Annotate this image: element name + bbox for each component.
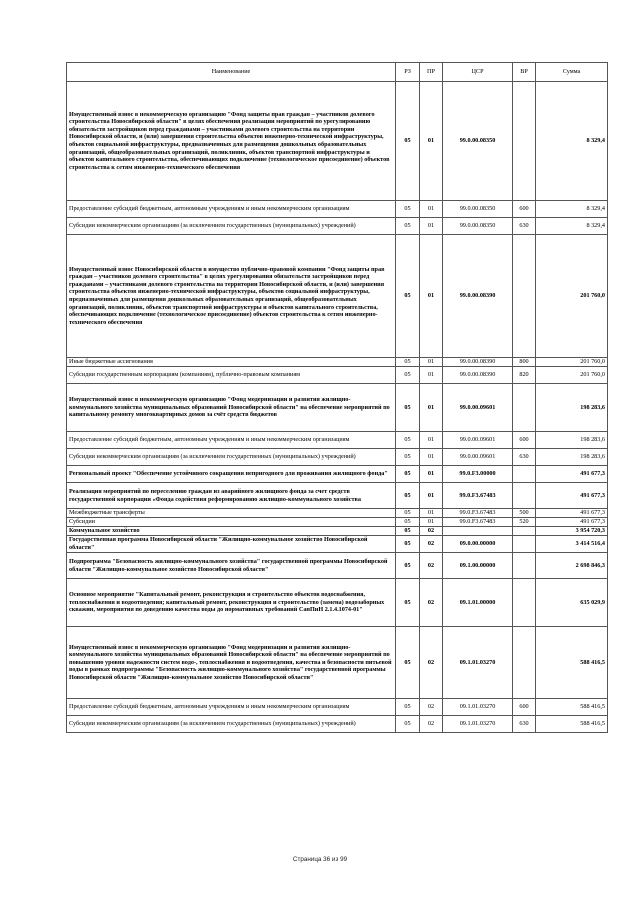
row-vr-cell (513, 627, 536, 699)
table-row (67, 358, 608, 367)
row-pr-cell: 01 (420, 358, 443, 367)
row-csr-cell: 99.0.00.08390 (443, 358, 513, 367)
row-vr-cell (513, 527, 536, 536)
row-sum-cell: 198 283,6 (536, 384, 608, 432)
row-rz-cell: 05 (396, 384, 420, 432)
row-csr-cell: 99.0.F3.67483 (443, 509, 513, 518)
row-csr-cell (443, 527, 513, 536)
row-sum-cell: 3 954 720,3 (536, 527, 608, 536)
row-sum-cell: 8 329,4 (536, 201, 608, 218)
row-csr-cell: 99.0.00.08350 (443, 218, 513, 235)
row-sum-cell: 201 760,0 (536, 367, 608, 384)
row-name-cell: Подпрограмма "Безопасность жилищно-коммунального хозяйства" государственной программы Новосибирской области "Жилищно-коммунальное хозяйство Новосибирской области" (67, 553, 396, 579)
row-vr-cell: 820 (513, 367, 536, 384)
row-name-cell: Субсидии некоммерческим организациям (за исключением государственных (муниципальных) учреждений) (67, 218, 396, 235)
header-vr: ВР (513, 63, 536, 82)
row-vr-cell: 800 (513, 358, 536, 367)
row-vr-cell: 600 (513, 699, 536, 716)
row-sum-cell: 201 760,0 (536, 235, 608, 358)
row-csr-cell: 99.0.F3.67483 (443, 518, 513, 527)
table-row (67, 518, 608, 527)
row-rz-cell: 05 (396, 367, 420, 384)
row-pr-cell: 01 (420, 466, 443, 483)
table-row (67, 218, 608, 235)
row-sum-cell: 198 283,6 (536, 432, 608, 449)
row-csr-cell: 09.0.00.00000 (443, 536, 513, 553)
table-row (67, 627, 608, 699)
row-rz-cell: 05 (396, 358, 420, 367)
row-rz-cell: 05 (396, 509, 420, 518)
row-sum-cell: 3 414 516,4 (536, 536, 608, 553)
row-vr-cell: 600 (513, 432, 536, 449)
row-csr-cell: 09.1.00.00000 (443, 553, 513, 579)
row-name-cell: Субсидии (67, 518, 396, 527)
row-name-cell: Региональный проект "Обеспечение устойчивого сокращения непригодного для проживания жилищного фонда" (67, 466, 396, 483)
row-rz-cell: 05 (396, 432, 420, 449)
row-rz-cell: 05 (396, 201, 420, 218)
row-pr-cell: 02 (420, 527, 443, 536)
row-sum-cell: 491 677,3 (536, 483, 608, 509)
row-pr-cell: 02 (420, 716, 443, 733)
table-row (67, 466, 608, 483)
row-vr-cell (513, 536, 536, 553)
table-row (67, 509, 608, 518)
row-csr-cell: 99.0.F3.67483 (443, 483, 513, 509)
row-rz-cell: 05 (396, 483, 420, 509)
row-csr-cell: 99.0.00.08390 (443, 367, 513, 384)
table-row (67, 699, 608, 716)
row-name-cell: Иные бюджетные ассигнования (67, 358, 396, 367)
row-rz-cell: 05 (396, 235, 420, 358)
row-rz-cell: 05 (396, 699, 420, 716)
header-sum: Сумма (536, 63, 608, 82)
table-row (67, 384, 608, 432)
row-sum-cell: 491 677,3 (536, 518, 608, 527)
table-body (67, 82, 608, 733)
row-sum-cell: 491 677,3 (536, 466, 608, 483)
row-csr-cell: 09.1.01.03270 (443, 699, 513, 716)
row-rz-cell: 05 (396, 627, 420, 699)
row-csr-cell: 99.0.00.09601 (443, 384, 513, 432)
row-rz-cell: 05 (396, 218, 420, 235)
row-pr-cell: 02 (420, 699, 443, 716)
row-csr-cell: 99.0.00.08390 (443, 235, 513, 358)
table-row (67, 367, 608, 384)
header-csr: ЦСР (443, 63, 513, 82)
row-vr-cell: 520 (513, 518, 536, 527)
row-rz-cell: 05 (396, 553, 420, 579)
row-pr-cell: 01 (420, 518, 443, 527)
row-name-cell: Коммунальное хозяйство (67, 527, 396, 536)
row-pr-cell: 01 (420, 82, 443, 201)
header-name: Наименование (67, 63, 396, 82)
row-name-cell: Реализация мероприятий по переселению граждан из аварийного жилищного фонда за счет средств государственной корпорации «Фонда содействия реформированию жилищно-коммунального хозяйства (67, 483, 396, 509)
row-pr-cell: 01 (420, 449, 443, 466)
table-row (67, 716, 608, 733)
row-vr-cell: 500 (513, 509, 536, 518)
row-rz-cell: 05 (396, 82, 420, 201)
table-row (67, 536, 608, 553)
row-pr-cell: 02 (420, 627, 443, 699)
row-csr-cell: 09.1.01.00000 (443, 579, 513, 627)
table-row (67, 449, 608, 466)
row-sum-cell: 2 698 846,3 (536, 553, 608, 579)
row-sum-cell: 8 329,4 (536, 82, 608, 201)
row-csr-cell: 99.0.00.09601 (443, 449, 513, 466)
row-pr-cell: 01 (420, 509, 443, 518)
row-csr-cell: 99.0.00.09601 (443, 432, 513, 449)
row-pr-cell: 01 (420, 432, 443, 449)
row-csr-cell: 99.0.00.08350 (443, 201, 513, 218)
table-header-row (67, 63, 608, 82)
row-csr-cell: 09.1.01.03270 (443, 627, 513, 699)
row-name-cell: Субсидии государственным корпорациям (компаниям), публично-правовым компаниям (67, 367, 396, 384)
page-number: Страница 36 из 99 (292, 856, 348, 863)
budget-table-page (66, 62, 607, 733)
row-sum-cell: 635 029,9 (536, 579, 608, 627)
table-row (67, 483, 608, 509)
row-name-cell: Имущественный взнос в некоммерческую организацию "Фонд защиты прав граждан – участников долевого строительства Новосибирской области" в целях обеспечения реализации мероприятий по урегулированию обязательств застройщиков перед гражданами – участниками долевого строительства на территории Новосибирской области, и (или) завершения строительства объектов инженерно-технической инфраструктуры, объектов социальной инфраструктуры, предназначенных для размещения дошкольных образовательных организаций, общеобразовательных организаций, поликлиник, объектов транспортной инфраструктуры и объектов капитального строительства, обеспечивающих подключение (технологическое присоединение) объектов строительства к сетям инженерно-технического обеспечения (67, 82, 396, 201)
row-name-cell: Имущественный взнос в некоммерческую организацию "Фонд модернизации и развития жилищно-коммунального хозяйства муниципальных образований Новосибирской области" на обеспечение мероприятий по повышению уровня надежности систем водо-, теплоснабжения и водоотведения, качества и безопасности питьевой воды в рамках подпрограммы "Безопасность жилищно-коммунального хозяйства" государственной программы Новосибирской области "Жилищно-коммунальное хозяйство Новосибирской области" (67, 627, 396, 699)
row-sum-cell: 588 416,5 (536, 627, 608, 699)
row-name-cell: Основное мероприятие "Капитальный ремонт, реконструкция и строительство объектов водоснабжения, теплоснабжения и водоотведения; капитальный ремонт, реконструкция и строительство (замена) водозаборных скважин, мероприятия по доведению качества воды до нормативных требований СанПиН 2.1.4.1074-01" (67, 579, 396, 627)
table-row (67, 579, 608, 627)
row-csr-cell: 99.0.00.08350 (443, 82, 513, 201)
row-sum-cell: 201 760,0 (536, 358, 608, 367)
row-vr-cell (513, 579, 536, 627)
row-rz-cell: 05 (396, 716, 420, 733)
row-pr-cell: 01 (420, 218, 443, 235)
budget-table (66, 62, 608, 733)
row-csr-cell: 99.0.F3.00000 (443, 466, 513, 483)
row-csr-cell: 09.1.01.03270 (443, 716, 513, 733)
row-rz-cell: 05 (396, 527, 420, 536)
row-rz-cell: 05 (396, 579, 420, 627)
row-vr-cell (513, 82, 536, 201)
table-row (67, 527, 608, 536)
row-pr-cell: 01 (420, 384, 443, 432)
row-rz-cell: 05 (396, 449, 420, 466)
row-pr-cell: 02 (420, 536, 443, 553)
table-row (67, 553, 608, 579)
row-vr-cell (513, 235, 536, 358)
row-name-cell: Имущественный взнос в некоммерческую организацию "Фонд модернизации и развития жилищно-коммунального хозяйства муниципальных образований Новосибирской области" на обеспечение мероприятий по капитальному ремонту многоквартирных домов за счёт средств бюджетов (67, 384, 396, 432)
row-vr-cell (513, 466, 536, 483)
table-row (67, 82, 608, 201)
row-rz-cell: 05 (396, 518, 420, 527)
table-row (67, 201, 608, 218)
row-rz-cell: 05 (396, 466, 420, 483)
row-pr-cell: 01 (420, 201, 443, 218)
row-vr-cell: 630 (513, 218, 536, 235)
row-pr-cell: 02 (420, 553, 443, 579)
row-vr-cell (513, 553, 536, 579)
row-vr-cell: 600 (513, 201, 536, 218)
row-pr-cell: 01 (420, 483, 443, 509)
row-name-cell: Государственная программа Новосибирской области "Жилищно-коммунальное хозяйство Новосибирской области" (67, 536, 396, 553)
table-row (67, 432, 608, 449)
row-name-cell: Субсидии некоммерческим организациям (за исключением государственных (муниципальных) учреждений) (67, 716, 396, 733)
row-name-cell: Субсидии некоммерческим организациям (за исключением государственных (муниципальных) учреждений) (67, 449, 396, 466)
row-sum-cell: 588 416,5 (536, 716, 608, 733)
row-sum-cell: 8 329,4 (536, 218, 608, 235)
row-pr-cell: 01 (420, 367, 443, 384)
table-row (67, 235, 608, 358)
row-vr-cell: 630 (513, 716, 536, 733)
row-name-cell: Имущественный взнос Новосибирской области в имущество публично-правовой компании "Фонд защиты прав граждан – участников долевого строительства" в целях урегулирования обязательств застройщиков перед гражданами – участниками долевого строительства на территории Новосибирской области, и (или) завершения строительства объектов инженерно-технической инфраструктуры, объектов социальной инфраструктуры, предназначенных для размещения дошкольных образовательных организаций, общеобразовательных организаций, поликлиник, объектов транспортной инфраструктуры и объектов капитального строительства, обеспечивающих подключение (технологическое присоединение) объектов строительства к сетям инженерно-технического обеспечения (67, 235, 396, 358)
header-pr: ПР (420, 63, 443, 82)
row-vr-cell (513, 483, 536, 509)
row-sum-cell: 491 677,3 (536, 509, 608, 518)
row-vr-cell (513, 384, 536, 432)
row-sum-cell: 588 416,5 (536, 699, 608, 716)
header-rz: РЗ (396, 63, 420, 82)
row-name-cell: Предоставление субсидий бюджетным, автономным учреждениям и иным некоммерческим организациям (67, 699, 396, 716)
row-rz-cell: 05 (396, 536, 420, 553)
row-pr-cell: 01 (420, 235, 443, 358)
row-sum-cell: 198 283,6 (536, 449, 608, 466)
row-name-cell: Межбюджетные трансферты (67, 509, 396, 518)
row-name-cell: Предоставление субсидий бюджетным, автономным учреждениям и иным некоммерческим организациям (67, 201, 396, 218)
row-pr-cell: 02 (420, 579, 443, 627)
row-vr-cell: 630 (513, 449, 536, 466)
row-name-cell: Предоставление субсидий бюджетным, автономным учреждениям и иным некоммерческим организациям (67, 432, 396, 449)
